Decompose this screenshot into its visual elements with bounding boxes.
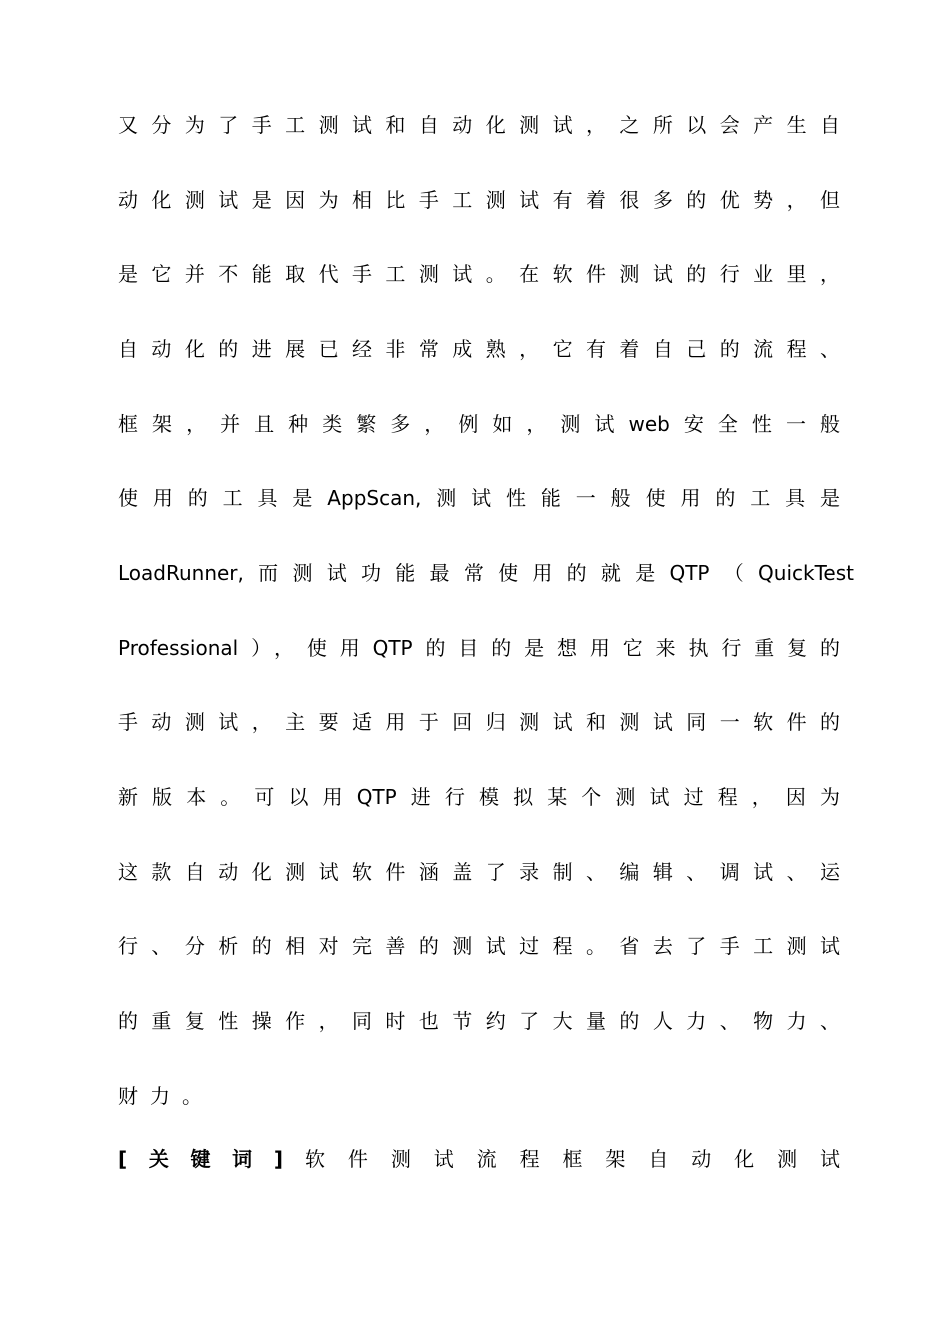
keywords-label-char: [ <box>118 1147 128 1171</box>
paragraph-line-3: 是它并不能取代手工测试。在软件测试的行业里， <box>118 262 840 286</box>
keywords-label-char: ] <box>273 1147 283 1171</box>
paragraph-line-13: 的重复性操作，同时也节约了大量的人力、物力、 <box>118 1009 840 1033</box>
paragraph-line-11: 这款自动化测试软件涵盖了录制、编辑、调试、运 <box>118 860 840 884</box>
paragraph-line-14: 财力。 <box>118 1084 214 1108</box>
keywords-label-char: 词 <box>232 1147 253 1171</box>
paragraph-line-12: 行、分析的相对完善的测试过程。省去了手工测试 <box>118 934 840 958</box>
keywords-label <box>118 1144 283 1174</box>
paragraph-line-1: 又分为了手工测试和自动化测试，之所以会产生自 <box>118 113 840 137</box>
paragraph-line-5: 框架，并且种类繁多，例如，测试web安全性一般 <box>118 412 840 436</box>
paragraph-line-4: 自动化的进展已经非常成熟，它有着自己的流程、 <box>118 337 840 361</box>
paragraph-line-10: 新版本。可以用QTP进行模拟某个测试过程，因为 <box>118 785 840 809</box>
paragraph-line-9: 手动测试，主要适用于回归测试和测试同一软件的 <box>118 710 840 734</box>
paragraph-line-8: Professional），使用QTP的目的是想用它来执行重复的 <box>118 636 840 660</box>
keywords-label-char: 关 <box>148 1147 169 1171</box>
paragraph-line-2: 动化测试是因为相比手工测试有着很多的优势，但 <box>118 188 840 212</box>
keywords-text: 软件测试流程框架自动化测试 <box>305 1147 840 1171</box>
keywords-line <box>118 1144 840 1174</box>
paragraph-line-6: 使用的工具是AppScan,测试性能一般使用的工具是 <box>118 486 840 510</box>
keywords-label-char: 键 <box>190 1147 211 1171</box>
paragraph-line-7: LoadRunner,而测试功能最常使用的就是QTP（QuickTest <box>118 561 854 585</box>
